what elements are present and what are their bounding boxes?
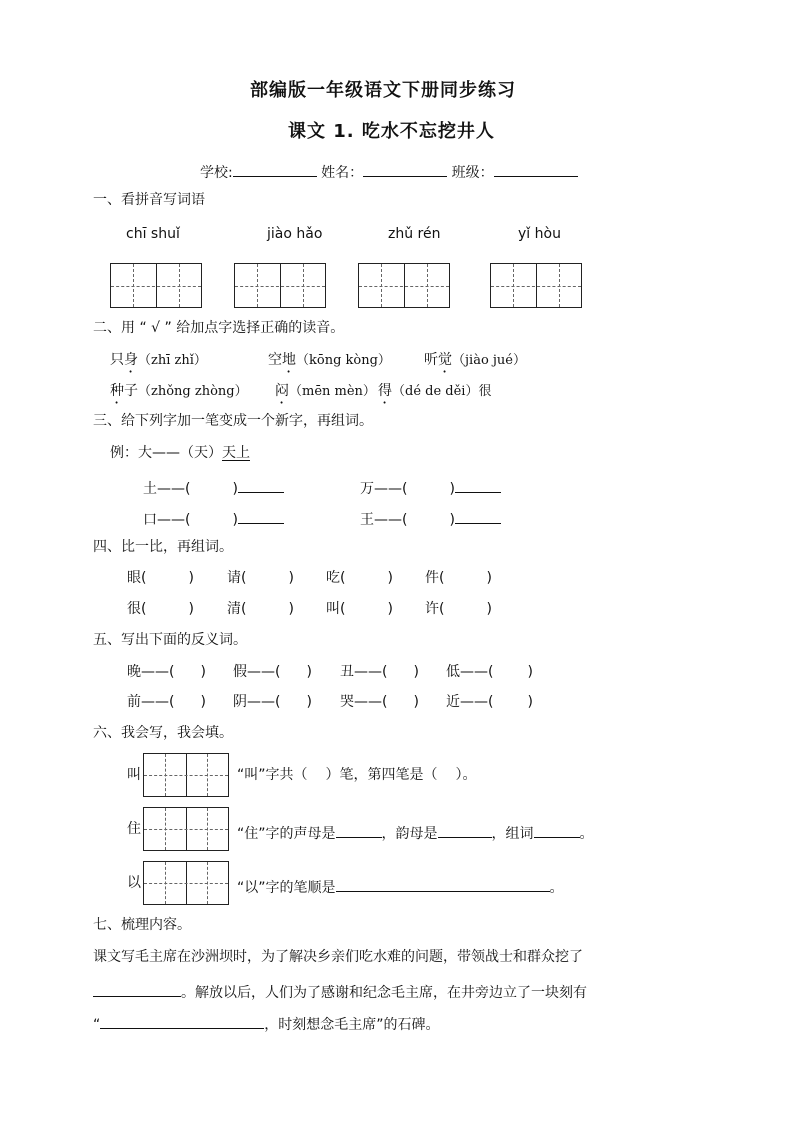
q5-item-5[interactable]: 前——( )	[127, 694, 206, 710]
q2-item-3: 听觉（jiào jué）	[424, 352, 526, 368]
q3-item-4[interactable]: 王——( )	[360, 508, 501, 527]
q3-item-1[interactable]: 土——( )	[143, 477, 284, 496]
q6-char-1: 叫	[127, 767, 141, 783]
school-label: 学校:	[200, 165, 233, 181]
writing-grid-1[interactable]	[110, 263, 202, 308]
q3-item-2[interactable]: 万——( )	[360, 477, 501, 496]
writing-grid-4[interactable]	[490, 263, 582, 308]
q5-item-3[interactable]: 丑——( )	[340, 664, 419, 680]
writing-grid-2[interactable]	[234, 263, 326, 308]
q4-item-8[interactable]: 许( )	[425, 601, 492, 617]
writing-box-jiao[interactable]	[143, 753, 229, 797]
writing-box-yi[interactable]	[143, 861, 229, 905]
q7-line-3[interactable]: “ ，时刻想念毛主席”的石碑。	[93, 1013, 440, 1032]
q4-item-2[interactable]: 请( )	[227, 570, 294, 586]
q4-item-3[interactable]: 吃( )	[326, 570, 393, 586]
q7-line-1: 课文写毛主席在沙洲坝时，为了解决乡亲们吃水难的问题，带领战士和群众挖了	[93, 949, 583, 965]
q5-item-8[interactable]: 近——( )	[446, 694, 533, 710]
q2-item-1: 只身（zhī zhǐ）	[110, 352, 207, 368]
q2-item-2: 空地（kōng kòng）	[268, 352, 391, 368]
writing-box-zhu[interactable]	[143, 807, 229, 851]
q4-item-4[interactable]: 件( )	[425, 570, 492, 586]
q2-item-6: 得（dé de děi）很	[378, 383, 492, 399]
q6-text-3[interactable]: “以”字的笔顺是 。	[237, 876, 564, 895]
q5-item-2[interactable]: 假——( )	[233, 664, 312, 680]
q1-heading: 一、看拼音写词语	[93, 192, 205, 208]
info-line	[200, 161, 578, 180]
pinyin-3: zhǔ rén	[388, 226, 441, 242]
q7-line-2[interactable]: 。解放以后，人们为了感谢和纪念毛主席，在井旁边立了一块刻有	[93, 981, 587, 1000]
q4-heading: 四、比一比，再组词。	[93, 539, 233, 555]
q4-item-7[interactable]: 叫( )	[326, 601, 393, 617]
q2-item-5: 闷（mēn mèn）	[275, 383, 376, 399]
q5-item-1[interactable]: 晚——( )	[127, 664, 206, 680]
q2-item-4: 种子（zhǒng zhòng）	[110, 383, 248, 399]
q5-item-4[interactable]: 低——( )	[446, 664, 533, 680]
page-subtitle: 课文 1. 吃水不忘挖井人	[288, 121, 495, 142]
name-label: 姓名：	[321, 165, 364, 181]
school-field[interactable]	[233, 161, 317, 177]
q5-heading: 五、写出下面的反义词。	[93, 632, 247, 648]
q4-item-1[interactable]: 眼( )	[127, 570, 194, 586]
q4-item-5[interactable]: 很( )	[127, 601, 194, 617]
q6-char-2: 住	[127, 821, 141, 837]
q6-text-2[interactable]: “住”字的声母是 ，韵母是 ，组词 。	[237, 822, 594, 841]
q2-heading: 二、用 “ √ ” 给加点字选择正确的读音。	[93, 320, 345, 336]
q6-text-1: “叫”字共（ ）笔，第四笔是（ ）。	[237, 767, 477, 783]
pinyin-1: chī shuǐ	[126, 226, 180, 242]
q6-char-3: 以	[127, 875, 141, 891]
q3-example: 例：大——（天）天上	[110, 445, 250, 461]
q5-item-6[interactable]: 阴——( )	[233, 694, 312, 710]
pinyin-4: yǐ hòu	[518, 226, 561, 242]
pinyin-2: jiào hǎo	[267, 226, 323, 242]
q7-heading: 七、梳理内容。	[93, 917, 191, 933]
q4-item-6[interactable]: 清( )	[227, 601, 294, 617]
name-field[interactable]	[363, 161, 447, 177]
writing-grid-3[interactable]	[358, 263, 450, 308]
q5-item-7[interactable]: 哭——( )	[340, 694, 419, 710]
q6-heading: 六、我会写，我会填。	[93, 725, 233, 741]
page-title: 部编版一年级语文下册同步练习	[250, 80, 516, 101]
q3-item-3[interactable]: 口——( )	[143, 508, 284, 527]
q3-heading: 三、给下列字加一笔变成一个新字，再组词。	[93, 413, 373, 429]
class-field[interactable]	[494, 161, 578, 177]
class-label: 班级：	[451, 165, 494, 181]
